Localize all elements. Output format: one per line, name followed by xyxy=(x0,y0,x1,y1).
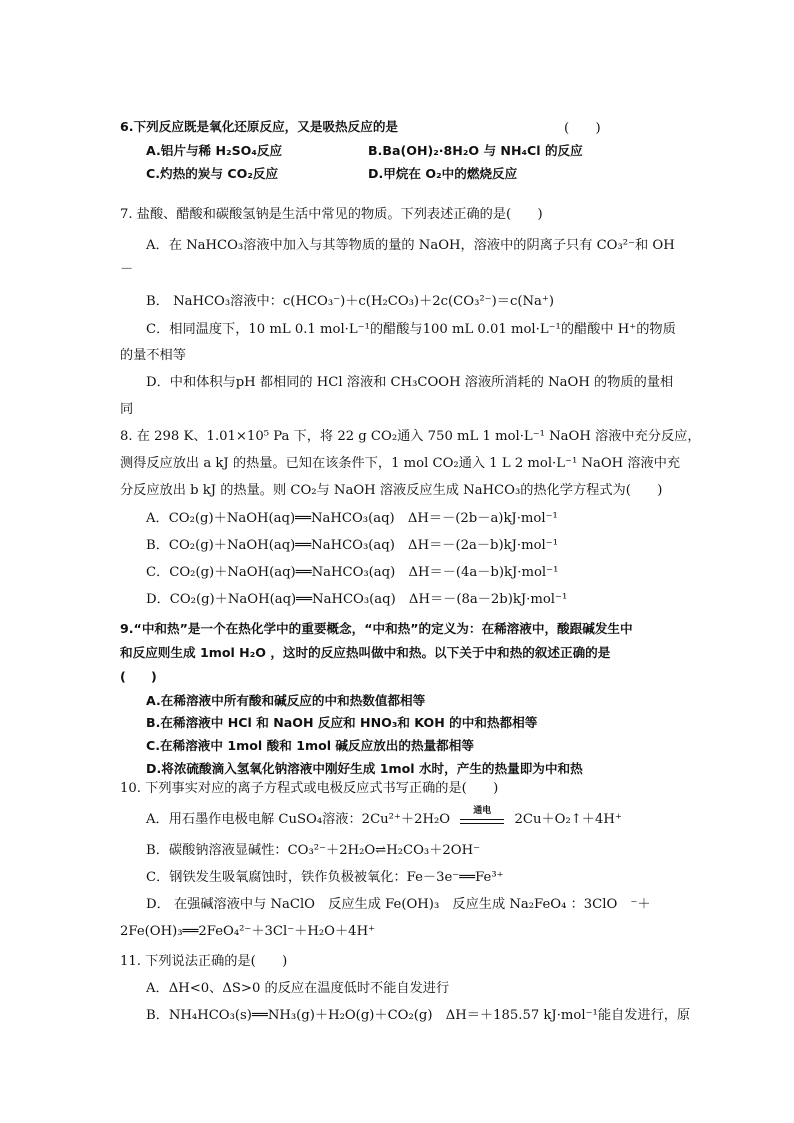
q8-option-a: A．CO₂(g)＋NaOH(aq)══NaHCO₃(aq) ΔH＝－(2b－a)kJ·mol⁻¹ xyxy=(146,511,558,526)
q7-option-c-line2: 的量不相等 xyxy=(120,348,186,363)
q11-option-b: B．NH₄HCO₃(s)══NH₃(g)＋H₂O(g)＋CO₂(g) ΔH＝＋185.57 kJ·mol⁻¹能自发进行，原 xyxy=(146,1008,691,1023)
q11-option-a: A．ΔH<0、ΔS>0 的反应在温度低时不能自发进行 xyxy=(146,981,450,996)
q8-option-c: C．CO₂(g)＋NaOH(aq)══NaHCO₃(aq) ΔH＝－(4a－b)kJ·mol⁻¹ xyxy=(146,565,559,580)
q7-option-a-line1: A．在 NaHCO₃溶液中加入与其等物质的量的 NaOH，溶液中的阴离子只有 CO₃²⁻和 OH xyxy=(146,238,675,253)
q9-option-b: B.在稀溶液中 HCl 和 NaOH 反应和 HNO₃和 KOH 的中和热都相等 xyxy=(146,715,538,730)
electrolysis-condition: 通电 xyxy=(473,806,492,816)
q10-option-d-line2: 2Fe(OH)₃══2FeO₄²⁻＋3Cl⁻＋H₂O＋4H⁺ xyxy=(120,924,376,939)
q8-option-d: D．CO₂(g)＋NaOH(aq)══NaHCO₃(aq) ΔH＝－(8a－2b)kJ·mol⁻¹ xyxy=(146,592,568,607)
q8-stem-line1: 8. 在 298 K、1.01×10⁵ Pa 下，将 22 g CO₂通入 750 mL 1 mol·L⁻¹ NaOH 溶液中充分反应， xyxy=(120,429,701,444)
q6-answer-paren: ( ) xyxy=(564,121,601,136)
q9-stem-line1: 9.“中和热”是一个在热化学中的重要概念，“中和热”的定义为：在稀溶液中，酸跟碱发生中 xyxy=(120,621,633,636)
q8-stem-line2: 测得反应放出 a kJ 的热量。已知在该条件下，1 mol CO₂通入 1 L 2 mol·L⁻¹ NaOH 溶液中充 xyxy=(120,456,681,471)
q7-option-b: B． NaHCO₃溶液中：c(HCO₃⁻)＋c(H₂CO₃)＋2c(CO₃²⁻)＝c(Na⁺) xyxy=(146,294,554,309)
q10-option-b: B．碳酸钠溶液显碱性：CO₃²⁻＋2H₂O⇌H₂CO₃＋2OH⁻ xyxy=(146,843,481,858)
q10-stem: 10. 下列事实对应的离子方程式或电极反应式书写正确的是( ) xyxy=(120,781,499,796)
q6-stem: 6.下列反应既是氧化还原反应，又是吸热反应的是 xyxy=(120,119,399,134)
q9-stem-line3: ( ) xyxy=(120,669,157,684)
electrolysis-arrow xyxy=(458,806,506,830)
q9-stem-line2: 和反应则生成 1mol H₂O ，这时的反应热叫做中和热。以下关于中和热的叙述正确的是 xyxy=(120,645,611,660)
equals-sign-icon xyxy=(460,819,504,824)
q9-option-d: D.将浓硫酸滴入氢氧化钠溶液中刚好生成 1mol 水时，产生的热量即为中和热 xyxy=(146,761,583,776)
q11-stem: 11. 下列说法正确的是( ) xyxy=(120,954,288,969)
q6-option-c: C.灼热的炭与 CO₂反应 xyxy=(146,166,279,181)
q10-option-a-left: A．用石墨作电极电解 CuSO₄溶液：2Cu²⁺＋2H₂O xyxy=(146,812,451,827)
q10-option-a xyxy=(146,806,622,830)
q9-option-a: A.在稀溶液中所有酸和碱反应的中和热数值都相等 xyxy=(146,693,426,708)
q9-option-c: C.在稀溶液中 1mol 酸和 1mol 碱反应放出的热量都相等 xyxy=(146,738,474,753)
q6-option-b: B.Ba(OH)₂·8H₂O 与 NH₄Cl 的反应 xyxy=(368,143,583,158)
q10-option-a-right: 2Cu＋O₂↑＋4H⁺ xyxy=(514,812,622,827)
q7-option-c-line1: C．相同温度下，10 mL 0.1 mol·L⁻¹的醋酸与100 mL 0.01 mol·L⁻¹的醋酸中 H⁺的物质 xyxy=(146,322,676,337)
q10-option-c: C．钢铁发生吸氧腐蚀时，铁作负极被氧化：Fe－3e⁻══Fe³⁺ xyxy=(146,870,504,885)
q6-option-a: A.铝片与稀 H₂SO₄反应 xyxy=(146,143,283,158)
q6-option-d: D.甲烷在 O₂中的燃烧反应 xyxy=(368,166,518,181)
q8-stem-line3: 分反应放出 b kJ 的热量。则 CO₂与 NaOH 溶液反应生成 NaHCO₃的热化学方程式为( ) xyxy=(120,483,663,498)
q7-stem: 7. 盐酸、醋酸和碳酸氢钠是生活中常见的物质。下列表述正确的是( ) xyxy=(120,207,543,222)
q7-option-d-line2: 同 xyxy=(120,402,134,417)
q7-option-d-line1: D．中和体积与pH 都相同的 HCl 溶液和 CH₃COOH 溶液所消耗的 NaOH 的物质的量相 xyxy=(146,375,674,390)
q8-option-b: B．CO₂(g)＋NaOH(aq)══NaHCO₃(aq) ΔH＝－(2a－b)kJ·mol⁻¹ xyxy=(146,538,558,553)
q7-option-a-line2: － xyxy=(120,262,134,277)
q10-option-d-line1: D． 在强碱溶液中与 NaClO 反应生成 Fe(OH)₃ 反应生成 Na₂FeO₄ ：3ClO ⁻＋ xyxy=(146,897,651,912)
